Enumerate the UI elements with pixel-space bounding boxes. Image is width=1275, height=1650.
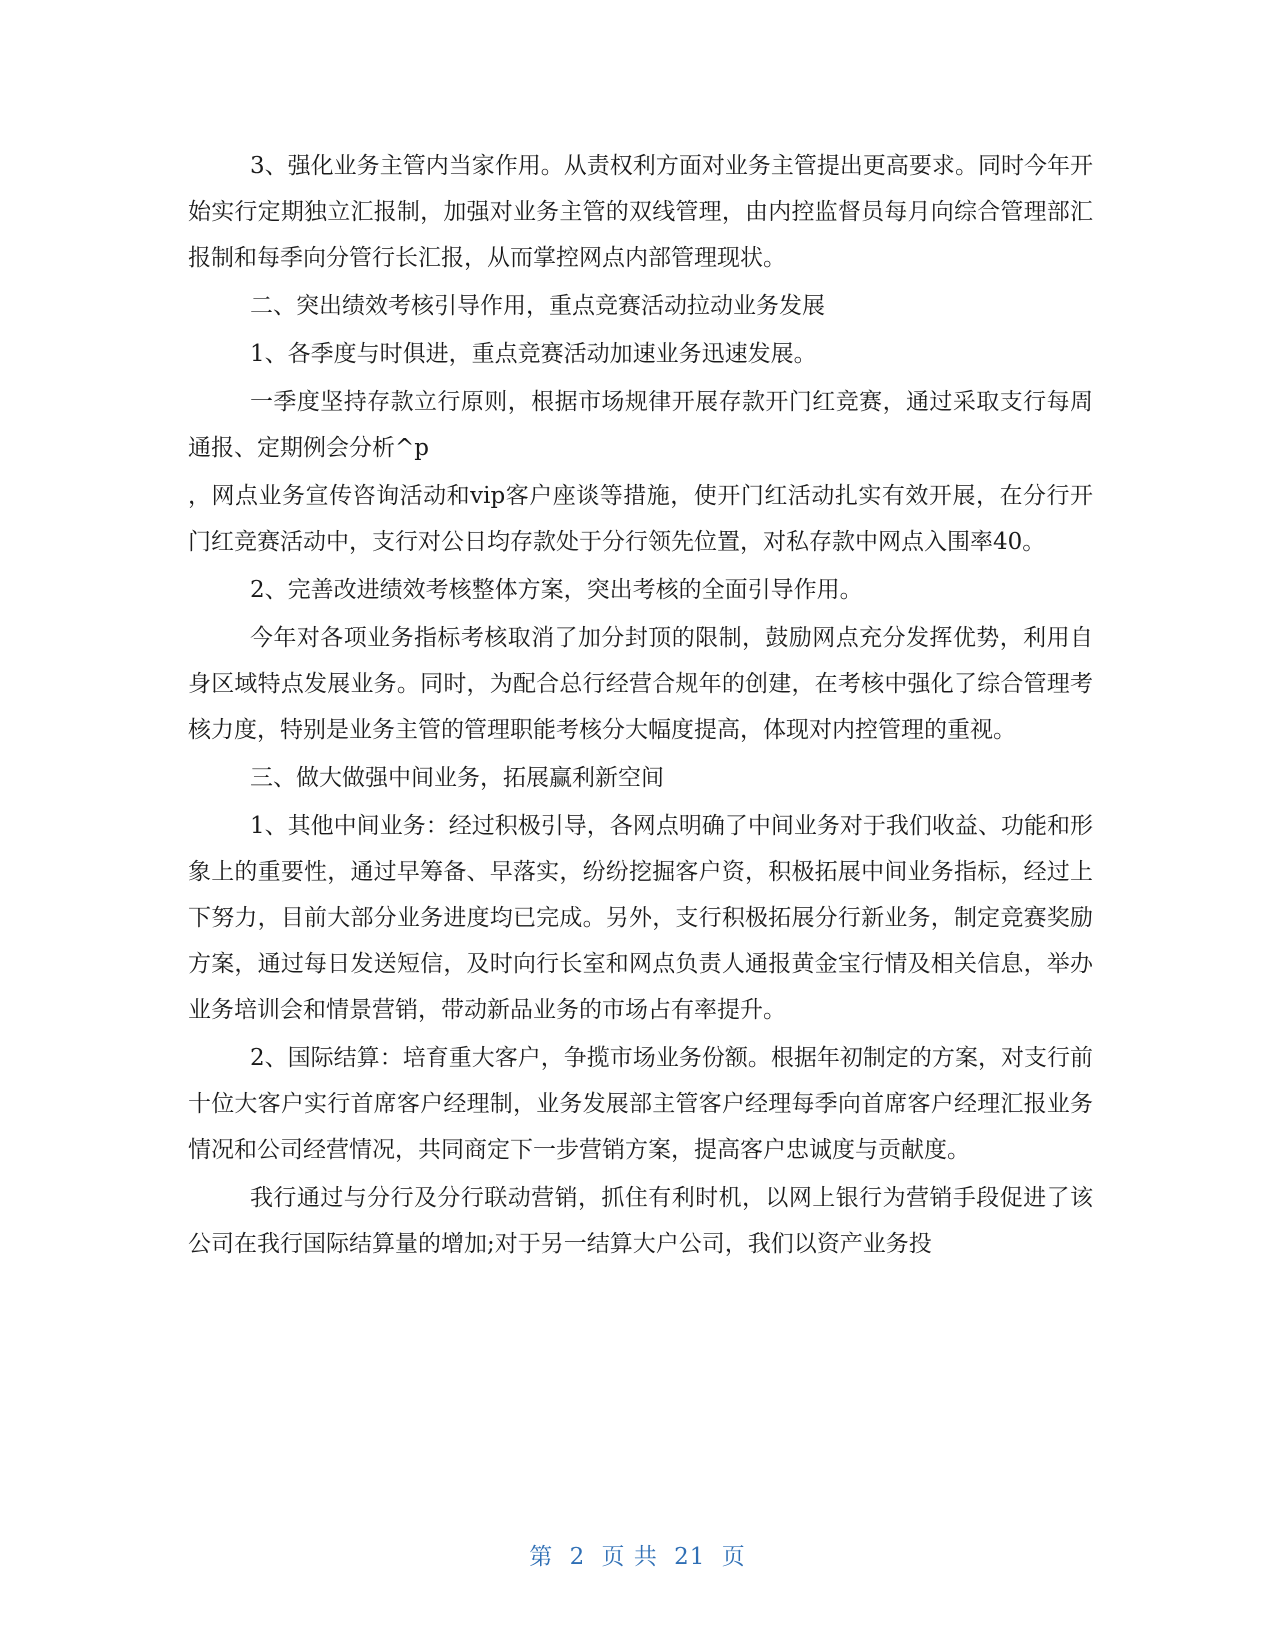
paragraph-assessment: 今年对各项业务指标考核取消了加分封顶的限制，鼓励网点充分发挥优势，利用自身区域特点发展业务。同时，为配合总行经营合规年的创建，在考核中强化了综合管理考核力度，特别是业务主管的管理职能考核分大幅度提高，体现对内控管理的重视。 bbox=[188, 625, 1093, 743]
subheading-2-2: 2、完善改进绩效考核整体方案，突出考核的全面引导作用。 bbox=[250, 577, 863, 603]
paragraph-intermediate-business: 1、其他中间业务：经过积极引导，各网点明确了中间业务对于我们收益、功能和形象上的重要性，通过早筹备、早落实，纷纷挖掘客户资，积极拓展中间业务指标，经过上下努力，目前大部分业务进度均已完成。另外，支行积极拓展分行新业务，制定竞赛奖励方案，通过每日发送短信，及时向行长室和网点负责人通报黄金宝行情及相关信息，举办业务培训会和情景营销，带动新品业务的市场占有率提升。 bbox=[188, 813, 1093, 1023]
footer-total-pages: 21 bbox=[674, 1544, 706, 1570]
paragraph-q1-continued: ，网点业务宣传咨询活动和vip客户座谈等措施，使开门红活动扎实有效开展，在分行开门红竞赛活动中，支行对公日均存款处于分行领先位置，对私存款中网点入围率40。 bbox=[188, 483, 1093, 555]
paragraph-international-settlement: 2、国际结算：培育重大客户，争揽市场业务份额。根据年初制定的方案，对支行前十位大客户实行首席客户经理制，业务发展部主管客户经理每季向首席客户经理汇报业务情况和公司经营情况，共同商定下一步营销方案，提高客户忠诚度与贡献度。 bbox=[188, 1045, 1093, 1163]
paragraph-joint-marketing: 我行通过与分行及分行联动营销，抓住有利时机，以网上银行为营销手段促进了该公司在我行国际结算量的增加;对于另一结算大户公司，我们以资产业务投 bbox=[188, 1185, 1093, 1257]
document-body bbox=[188, 143, 1093, 1269]
section-heading-2: 二、突出绩效考核引导作用，重点竞赛活动拉动业务发展 bbox=[250, 293, 825, 319]
footer-page-number: 2 bbox=[569, 1544, 586, 1570]
section-heading-3: 三、做大做强中间业务，拓展赢利新空间 bbox=[250, 765, 664, 791]
footer-suffix: 页 bbox=[721, 1544, 746, 1570]
page-footer bbox=[0, 1538, 1275, 1571]
paragraph-item-3: 3、强化业务主管内当家作用。从责权利方面对业务主管提出更高要求。同时今年开始实行定期独立汇报制，加强对业务主管的双线管理，由内控监督员每月向综合管理部汇报制和每季向分管行长汇报，从而掌控网点内部管理现状。 bbox=[188, 153, 1093, 271]
paragraph-q1: 一季度坚持存款立行原则，根据市场规律开展存款开门红竞赛，通过采取支行每周通报、定期例会分析^p bbox=[188, 389, 1093, 461]
subheading-2-1: 1、各季度与时俱进，重点竞赛活动加速业务迅速发展。 bbox=[250, 341, 817, 367]
footer-prefix: 第 bbox=[529, 1544, 554, 1570]
footer-middle: 页 共 bbox=[601, 1544, 658, 1570]
